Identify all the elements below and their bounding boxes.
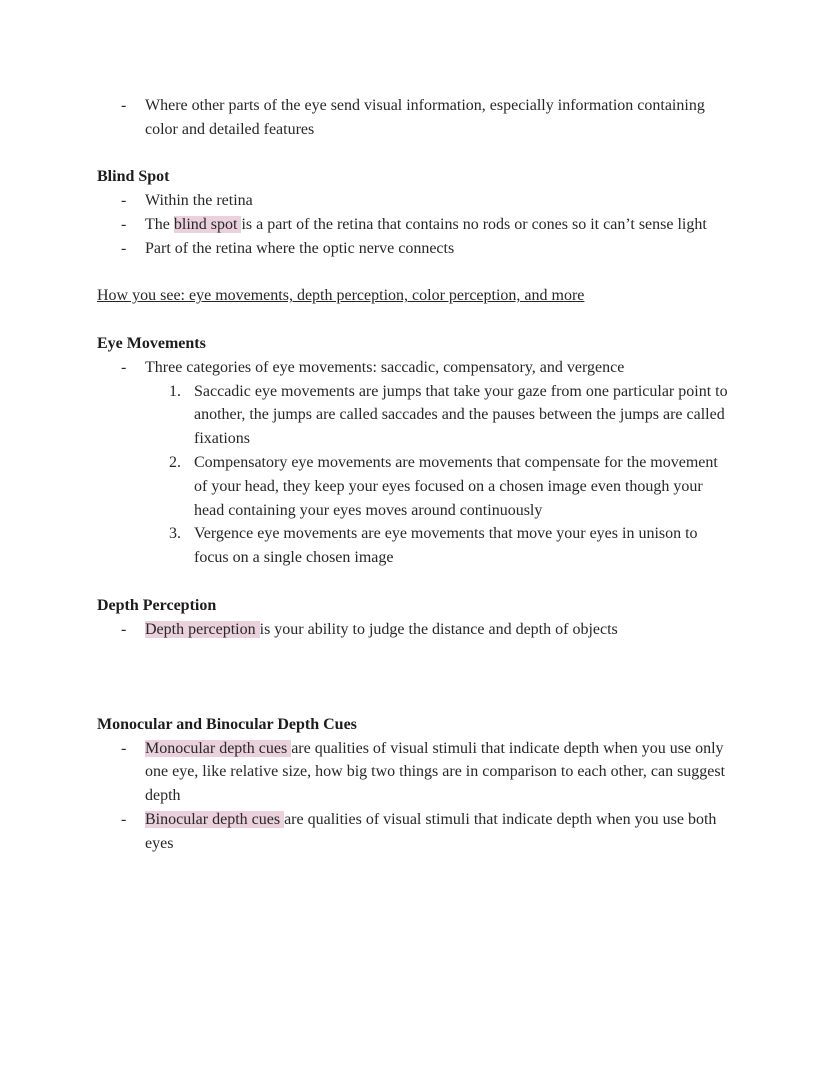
section-title-underlined: How you see: eye movements, depth perception, color perception, and more [97, 287, 585, 305]
numbered-list-item [97, 451, 731, 522]
list-item-text: Part of the retina where the optic nerve connects [145, 239, 455, 257]
bullet-marker: - [121, 239, 127, 257]
text-run: are qualities of visual stimuli that indicate depth when you use only one eye, like relative size, how big two things are in comparison to each other, can suggest depth [145, 739, 726, 805]
bullet-marker: - [121, 215, 127, 233]
bullet-marker: - [121, 810, 127, 828]
number-marker: 3. [169, 525, 181, 543]
bullet-marker: - [121, 620, 127, 638]
list-item [97, 356, 731, 380]
blank-line [97, 261, 731, 285]
blank-line [97, 142, 731, 166]
highlighted-text: Binocular depth cues [145, 810, 285, 828]
text-run: The [145, 215, 174, 233]
number-marker: 1. [169, 382, 181, 400]
heading-monocular-binocular-depth-cues: Monocular and Binocular Depth Cues [97, 715, 357, 733]
text-run: is a part of the retina that contains no rods or cones so it can’t sense light [241, 215, 707, 233]
heading-blind-spot: Blind Spot [97, 168, 170, 186]
highlighted-text: blind spot [173, 215, 242, 233]
numbered-list-item [97, 522, 731, 570]
list-item [97, 189, 731, 213]
blank-line [97, 308, 731, 332]
list-item [97, 808, 731, 856]
list-item-text: Saccadic eye movements are jumps that take your gaze from one particular point to another, the jumps are called saccades and the pauses between the jumps are called fixations [194, 382, 728, 448]
highlighted-text: Depth perception [145, 620, 260, 638]
highlighted-text: Monocular depth cues [145, 739, 292, 757]
bullet-marker: - [121, 739, 127, 757]
bullet-marker: - [121, 97, 127, 114]
text-run: is your ability to judge the distance and depth of objects [259, 620, 618, 638]
text-run: are qualities of visual stimuli that indicate depth when you use both eyes [145, 810, 717, 852]
list-item-text [145, 618, 731, 642]
list-item [97, 737, 731, 808]
bullet-marker: - [121, 358, 127, 376]
heading-eye-movements: Eye Movements [97, 334, 206, 352]
list-item-text: Within the retina [145, 192, 253, 210]
list-item-text: Three categories of eye movements: saccadic, compensatory, and vergence [145, 358, 625, 376]
list-item [97, 213, 731, 237]
list-item-text: Compensatory eye movements are movements that compensate for the movement of your head, they keep your eyes focused on a chosen image even though your head containing your eyes moves around continuously [194, 453, 718, 519]
blank-lines [97, 641, 731, 712]
list-item [97, 94, 731, 142]
list-item-text [145, 213, 731, 237]
list-item [97, 237, 731, 261]
list-item-text: Where other parts of the eye send visual information, especially information containing color and detailed features [145, 97, 705, 138]
heading-depth-perception: Depth Perception [97, 596, 217, 614]
bullet-marker: - [121, 192, 127, 210]
blank-line [97, 570, 731, 594]
list-item-text: Vergence eye movements are eye movements that move your eyes in unison to focus on a single chosen image [194, 525, 698, 567]
number-marker: 2. [169, 453, 181, 471]
list-item [97, 618, 731, 642]
list-item-text [145, 808, 731, 856]
numbered-list-item [97, 380, 731, 451]
list-item-text [145, 737, 731, 808]
